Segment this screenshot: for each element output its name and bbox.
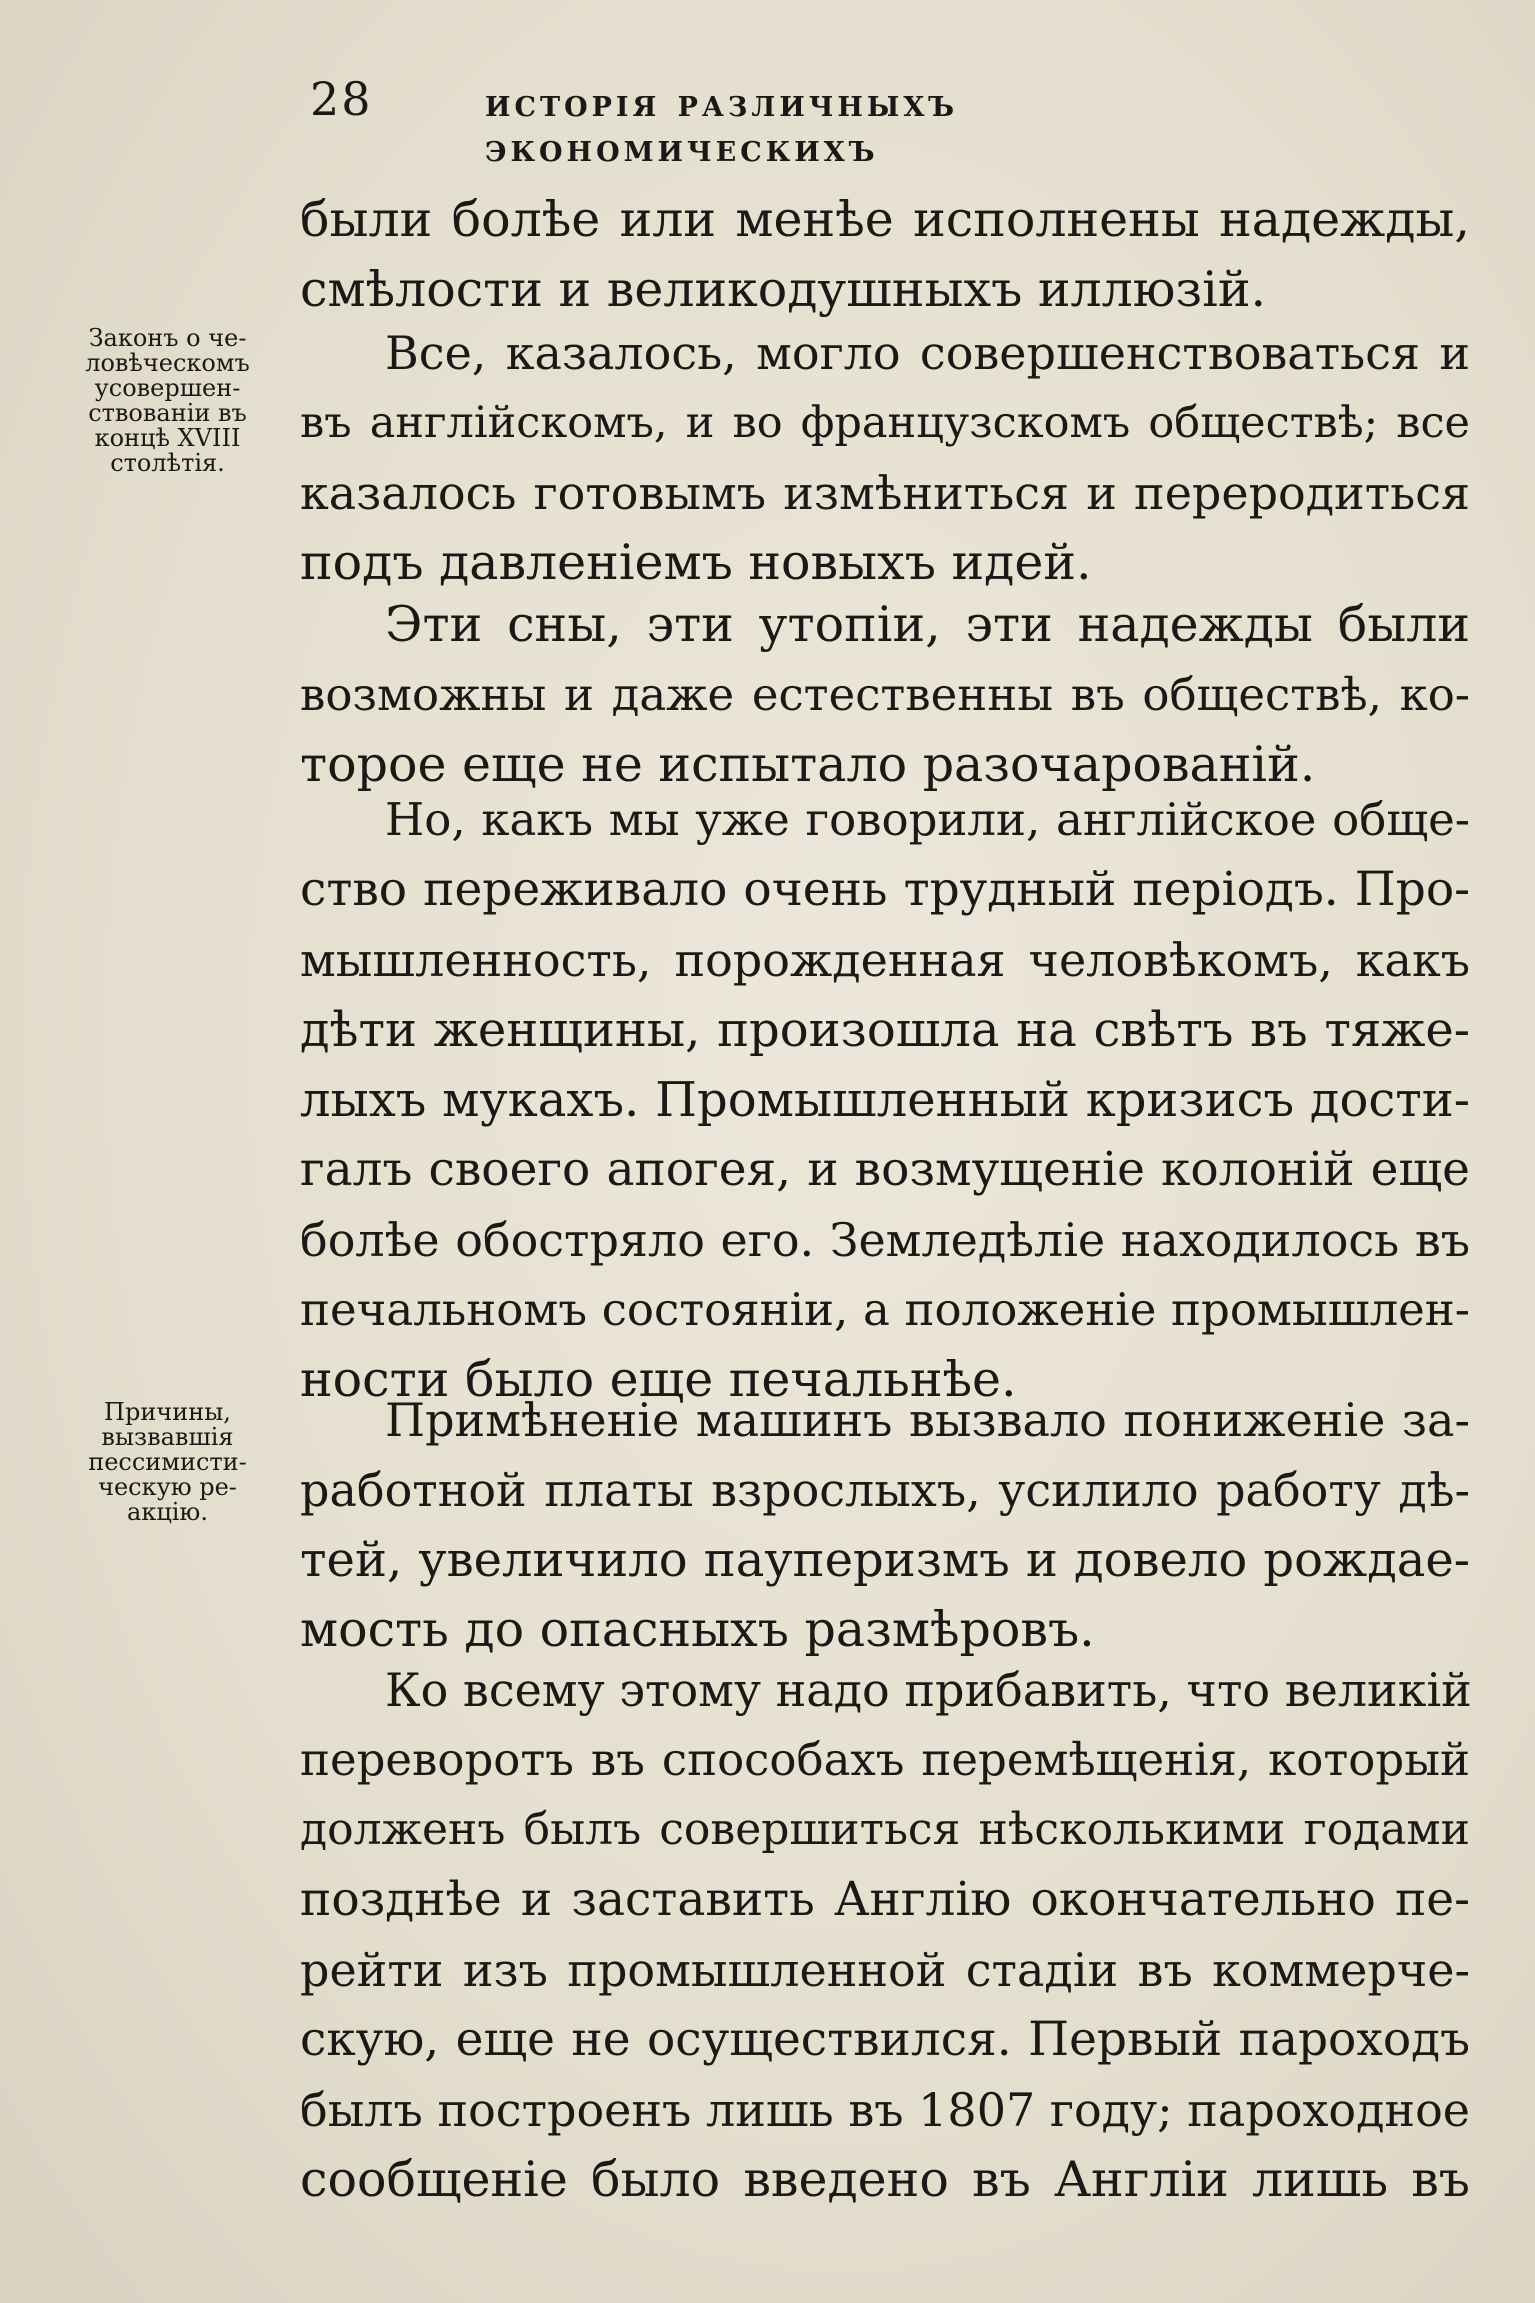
text-line: скую, еще не осуществился. Первый пароходъ [300, 2012, 1470, 2067]
margin-note-line: вызвавшія [101, 1423, 234, 1451]
text-line: были болѣе или менѣе исполнены надежды, [300, 191, 1470, 248]
text-line: Но, какъ мы уже говорили, англійское обще- [385, 793, 1470, 846]
margin-note-line: пессимисти- [88, 1448, 247, 1476]
text-line: ности было еще печальнѣе. [300, 1351, 1017, 1408]
margin-note-line: акцію. [127, 1498, 208, 1526]
margin-note-line: Причины, [104, 1398, 231, 1426]
text-line: Все, казалось, могло совершенствоваться и [385, 326, 1470, 380]
margin-note-line: концѣ XVIII [94, 424, 241, 452]
text-line: ство переживало очень трудный періодъ. Про- [300, 862, 1470, 917]
paragraph [300, 1385, 1470, 1665]
margin-note-line: ствованіи въ [88, 399, 247, 427]
margin-note-line: ловѣческомъ [85, 349, 250, 377]
text-line: мость до опасныхъ размѣровъ. [300, 1601, 1095, 1658]
text-line: торое еще не испытало разочарованій. [300, 736, 1316, 793]
page-number: 28 [310, 72, 373, 126]
margin-note [55, 1400, 280, 1525]
margin-note-line: усовершен- [94, 374, 241, 402]
text-line: долженъ былъ совершиться нѣсколькими годами [300, 1804, 1470, 1855]
text-line: болѣе обостряло его. Земледѣліе находилось въ [300, 1213, 1470, 1267]
text-line: лыхъ мукахъ. Промышленный кризисъ дости- [300, 1072, 1470, 1128]
text-line: Примѣненіе машинъ вызвало пониженіе за- [385, 1393, 1470, 1447]
text-line: подъ давленіемъ новыхъ идей. [300, 534, 1092, 591]
margin-note-line: ческую ре- [98, 1473, 237, 1501]
text-line: въ англійскомъ, и во французскомъ обществѣ; все [300, 398, 1470, 448]
paragraph [300, 1655, 1470, 2215]
text-line: былъ построенъ лишь въ 1807 году; пароходное [300, 2083, 1470, 2137]
margin-note [55, 326, 280, 476]
text-line: печальномъ состояніи, а положеніе промышлен- [300, 1283, 1470, 1336]
text-line: Ко всему этому надо прибавить, что великій [385, 1663, 1472, 1717]
text-line: переворотъ въ способахъ перемѣщенія, который [300, 1733, 1470, 1786]
text-line: сообщеніе было введено въ Англіи лишь въ [300, 2151, 1470, 2208]
running-title: исторія различныхъ экономическихъ [485, 80, 959, 170]
text-line: Эти сны, эти утопіи, эти надежды были [385, 596, 1470, 653]
paragraph [300, 785, 1470, 1415]
margin-note-line: Законъ о че- [88, 324, 247, 352]
text-line: возможны и даже естественны въ обществѣ, ко- [300, 668, 1470, 721]
text-line: тей, увеличило пауперизмъ и довело рождае- [300, 1532, 1470, 1588]
paragraph [300, 318, 1470, 598]
paragraph [300, 590, 1470, 800]
text-line: позднѣе и заставить Англію окончательно пе- [300, 1872, 1470, 1927]
paragraph [300, 185, 1470, 325]
text-line: работной платы взрослыхъ, усилило работу дѣ- [300, 1463, 1470, 1517]
text-line: смѣлости и великодушныхъ иллюзій. [300, 261, 1267, 318]
text-line: мышленность, порожденная человѣкомъ, какъ [300, 933, 1470, 987]
text-line: рейти изъ промышленной стадіи въ коммерче- [300, 1943, 1470, 1997]
margin-note-line: столѣтія. [110, 449, 225, 477]
text-line: казалось готовымъ измѣниться и переродиться [300, 466, 1470, 520]
text-line: дѣти женщины, произошла на свѣтъ въ тяже- [300, 1002, 1470, 1058]
text-line: галъ своего апогея, и возмущеніе колоній еще [300, 1142, 1470, 1197]
